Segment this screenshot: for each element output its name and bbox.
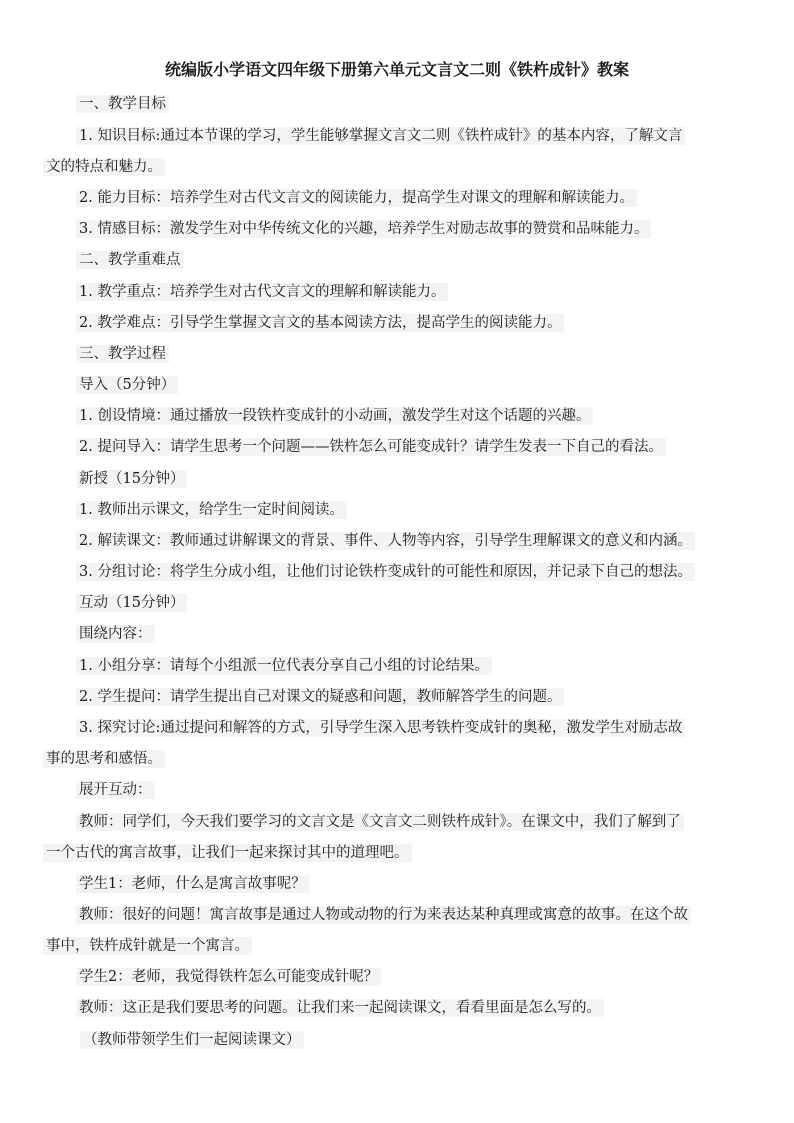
section-heading-objectives: 一、教学目标 <box>76 93 169 115</box>
dialogue-teacher-2-line2: 事中，铁杵成针就是一个寓言。 <box>43 935 252 957</box>
interaction-item-3-line1: 3. 探究讨论:通过提问和解答的方式，引导学生深入思考铁杵变成针的奥秘，激发学生对励志故 <box>76 717 685 739</box>
expand-interaction-heading: 展开互动： <box>76 779 155 801</box>
new-lesson-item-2: 2. 解读课文：教师通过讲解课文的背景、事件、人物等内容，引导学生理解课文的意义和内涵。 <box>76 530 695 552</box>
intro-heading: 导入（5分钟） <box>76 374 178 396</box>
stage-direction: （教师带领学生们一起阅读课文） <box>80 1029 304 1051</box>
interaction-heading: 互动（15分钟） <box>76 592 187 614</box>
section-heading-key-points: 二、教学重难点 <box>76 249 184 271</box>
new-lesson-item-3: 3. 分组讨论：将学生分成小组，让他们讨论铁杵变成针的可能性和原因，并记录下自己的想法。 <box>76 561 695 583</box>
dialogue-student-2: 学生2：老师，我觉得铁杵怎么可能变成针呢？ <box>76 966 381 988</box>
key-point: 1. 教学重点：培养学生对古代文言文的理解和解读能力。 <box>76 281 448 303</box>
section-heading-process: 三、教学过程 <box>76 343 169 365</box>
new-lesson-item-1: 1. 教师出示课文，给学生一定时间阅读。 <box>76 499 347 521</box>
dialogue-teacher-1-line2: 一个古代的寓言故事，让我们一起来探讨其中的道理吧。 <box>43 842 412 864</box>
document-title: 统编版小学语文四年级下册第六单元文言文二则《铁杵成针》教案 <box>164 60 629 79</box>
objective-emotion: 3. 情感目标：激发学生对中华传统文化的兴趣，培养学生对励志故事的赞赏和品味能力。 <box>76 218 651 240</box>
difficult-point: 2. 教学难点：引导学生掌握文言文的基本阅读方法，提高学生的阅读能力。 <box>76 312 564 334</box>
interaction-item-2: 2. 学生提问：请学生提出自己对课文的疑惑和问题，教师解答学生的问题。 <box>76 686 564 708</box>
dialogue-teacher-3: 教师：这正是我们要思考的问题。让我们来一起阅读课文，看看里面是怎么写的。 <box>76 997 604 1019</box>
dialogue-teacher-1-line1: 教师：同学们，今天我们要学习的文言文是《文言文二则铁杵成针》。在课文中，我们了解到了 <box>76 811 684 833</box>
intro-item-2: 2. 提问导入：请学生思考一个问题——铁杵怎么可能变成针？请学生发表一下自己的看法。 <box>76 436 666 458</box>
new-lesson-heading: 新授（15分钟） <box>76 468 187 490</box>
objective-ability: 2. 能力目标：培养学生对古代文言文的阅读能力，提高学生对课文的理解和解读能力。 <box>76 187 637 209</box>
around-content-heading: 围绕内容： <box>76 623 155 645</box>
intro-item-1: 1. 创设情境：通过播放一段铁杵变成针的小动画，激发学生对这个话题的兴趣。 <box>76 405 593 427</box>
dialogue-student-1: 学生1：老师，什么是寓言故事呢？ <box>76 873 309 895</box>
objective-knowledge-line2: 文的特点和魅力。 <box>43 156 165 178</box>
dialogue-teacher-2-line1: 教师：很好的问题！寓言故事是通过人物或动物的行为来表达某种真理或寓意的故事。在这个故 <box>76 904 691 926</box>
objective-knowledge-line1: 1. 知识目标:通过本节课的学习，学生能够掌握文言文二则《铁杵成针》的基本内容，了解文言 <box>76 125 685 147</box>
interaction-item-1: 1. 小组分享：请每个小组派一位代表分享自己小组的讨论结果。 <box>76 655 492 677</box>
interaction-item-3-line2: 事的思考和感悟。 <box>43 748 165 770</box>
